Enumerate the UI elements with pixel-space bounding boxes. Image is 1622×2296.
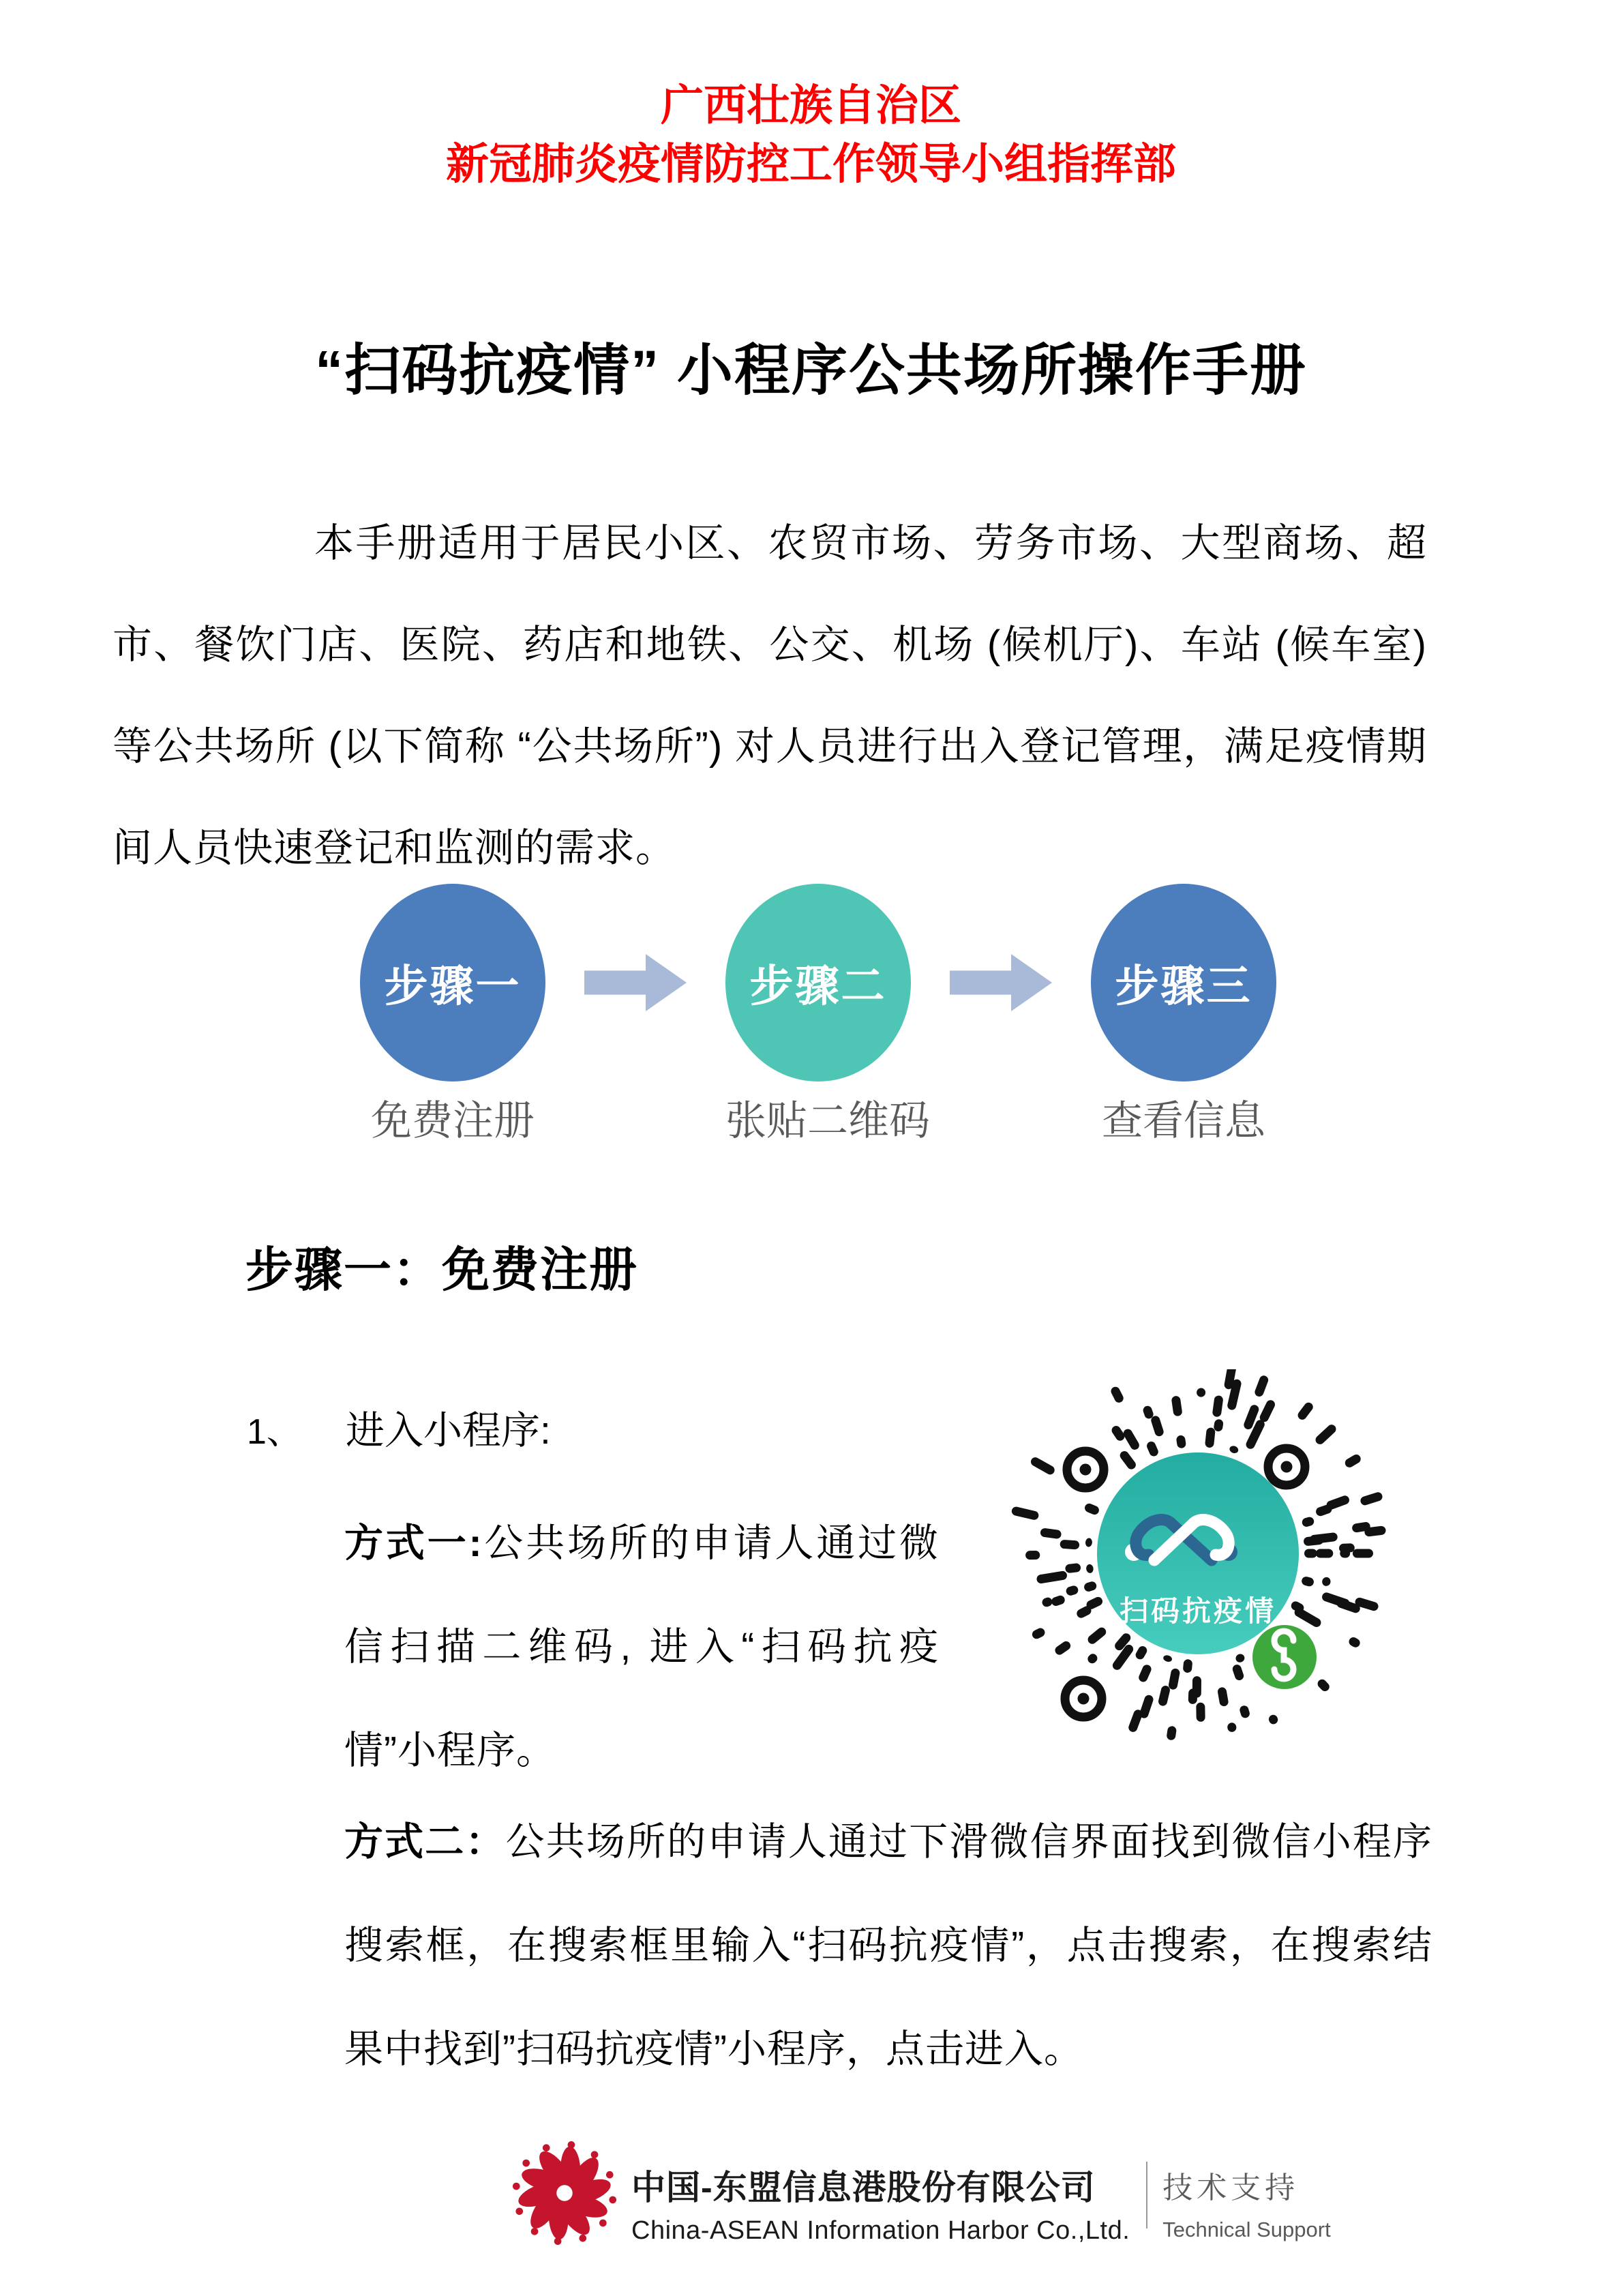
footer: [510, 2141, 1331, 2257]
support-label-en: Technical Support: [1162, 2218, 1331, 2241]
method-2-label: 方式二：: [344, 1820, 506, 1864]
org-header: [0, 76, 1622, 194]
step-circle-1: [360, 884, 545, 1082]
company-block: [631, 2160, 1130, 2246]
step-circle-3-label: 步骤三: [1115, 961, 1252, 1011]
arrow-right-icon: [950, 954, 1052, 1011]
step-circle-2: [725, 884, 911, 1082]
footer-divider: [1146, 2162, 1147, 2228]
method-2-paragraph: [344, 1790, 1432, 2101]
page-title: “扫码抗疫情” 小程序公共场所操作手册: [315, 340, 1307, 402]
wechat-miniprogram-icon: [1252, 1625, 1317, 1689]
step-circle-2-label: 步骤二: [749, 961, 887, 1011]
org-header-line1: 广西壮族自治区: [661, 82, 961, 130]
qr-finder-icon: [1067, 1451, 1104, 1488]
step-circle-3: [1091, 884, 1276, 1082]
intro-paragraph: 本手册适用于居民小区、农贸市场、劳务市场、大型商场、超市、餐饮门店、医院、药店和地铁、公交、机场 (候机厅)、车站 (候车室) 等公共场所 (以下简称 “公共场所”) 对人员进行出入登记管理，满足疫情期间人员快速登记和监测的需求。: [112, 521, 1427, 870]
support-block: [1162, 2163, 1330, 2242]
support-label-cn: 技术支持: [1162, 2171, 1300, 2205]
step-caption-2: 张贴二维码: [725, 1098, 930, 1144]
method-1-text: 公共场所的申请人通过微信扫描二维码, 进入“扫码抗疫情”小程序。: [344, 1521, 940, 1772]
method-2-text: 公共场所的申请人通过下滑微信界面找到微信小程序搜索框，在搜索框里输入“扫码抗疫情”，点击搜索，在搜索结果中找到”扫码抗疫情”小程序，点击进入。: [344, 1820, 1433, 2071]
company-name-en: China-ASEAN Information Harbor Co.,Ltd.: [631, 2216, 1130, 2245]
list-item-text: 进入小程序:: [346, 1409, 551, 1452]
qr-center-label: 扫码抗疫情: [1119, 1595, 1277, 1627]
qr-code-graphic: [1004, 1369, 1406, 1751]
list-item-1: [247, 1399, 551, 1455]
list-item-number: 1、: [247, 1412, 302, 1452]
step-circle-1-label: 步骤一: [384, 961, 522, 1011]
org-header-line2: 新冠肺炎疫情防控工作领导小组指挥部: [446, 140, 1176, 188]
method-1-label: 方式一:: [344, 1521, 483, 1565]
arrow-right-icon: [584, 954, 687, 1011]
qr-finder-icon: [1065, 1680, 1102, 1717]
section-heading: 步骤一：免费注册: [245, 1243, 638, 1296]
steps-diagram: [360, 884, 1276, 1082]
flower-logo-icon: [510, 2138, 619, 2248]
method-1-paragraph: [344, 1491, 939, 1802]
company-name-cn: 中国-东盟信息港股份有限公司: [631, 2168, 1096, 2207]
step-caption-3: 查看信息: [1102, 1098, 1265, 1144]
qr-finder-icon: [1268, 1448, 1305, 1485]
step-caption-1: 免费注册: [371, 1098, 535, 1144]
steps-captions: [360, 1088, 1276, 1147]
